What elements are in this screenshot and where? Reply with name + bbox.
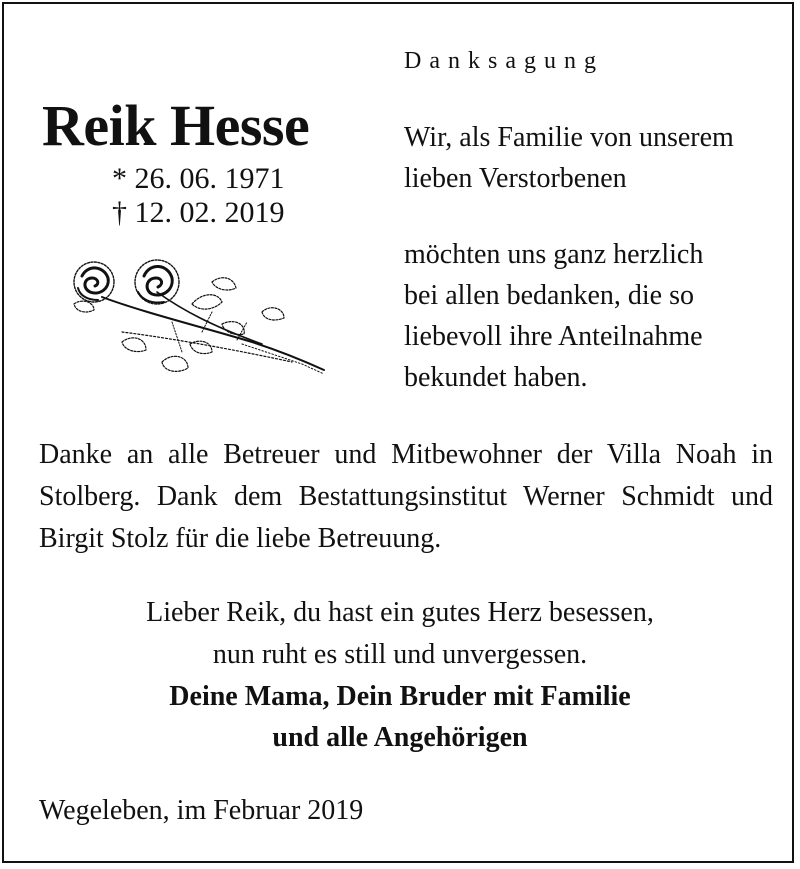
- signers: [4, 676, 796, 758]
- deceased-name: Reik Hesse: [42, 93, 310, 158]
- text-line: bei allen bedanken, die so: [404, 280, 695, 311]
- verse-line: nun ruht es still und unvergessen.: [212, 639, 588, 670]
- memorial-verse: [4, 592, 796, 676]
- text-line: liebevoll ihre Anteilnahme: [404, 321, 703, 352]
- signer-line: Deine Mama, Dein Bruder mit Familie: [169, 681, 631, 712]
- verse-line: Lieber Reik, du hast ein gutes Herz besessen,: [146, 597, 654, 628]
- text-line: bekundet haben.: [404, 362, 588, 393]
- family-text-thanks: [404, 234, 703, 398]
- death-date: † 12. 02. 2019: [112, 196, 285, 229]
- thanks-paragraph: Danke an alle Betreuer und Mitbewohner der Villa Noah in Stolberg. Dank dem Bestattungsinstitut Werner Schmidt und Birgit Stolz für die liebe Betreuung.: [39, 439, 773, 554]
- roses-icon: [62, 252, 332, 397]
- obituary-notice: [2, 2, 794, 863]
- family-text-intro: [404, 117, 734, 199]
- text-line: lieben Verstorbenen: [404, 163, 627, 194]
- notice-heading: Danksagung: [404, 48, 604, 74]
- text-line: möchten uns ganz herzlich: [404, 239, 704, 270]
- signer-line: und alle Angehörigen: [272, 722, 528, 753]
- place-and-date: Wegeleben, im Februar 2019: [39, 795, 364, 826]
- text-line: Wir, als Familie von unserem: [404, 122, 734, 153]
- birth-date: * 26. 06. 1971: [112, 162, 285, 195]
